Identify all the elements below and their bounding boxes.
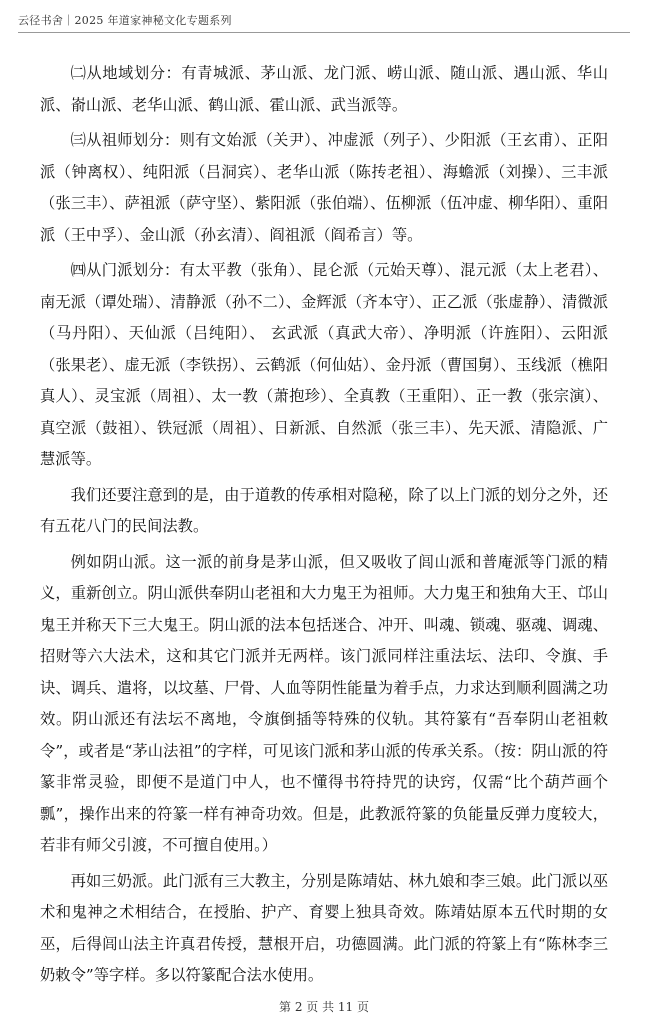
page-number: 第 2 页 共 11 页: [279, 1000, 369, 1014]
document-body: [40, 58, 608, 992]
paragraph-founder-division: ㈢从祖师划分：则有文始派（关尹）、冲虚派（列子）、少阳派（王玄甫）、正阳派（钟离权）、纯阳派（吕洞宾）、老华山派（陈抟老祖）、海蟾派（刘操）、三丰派（张三丰）、萨祖派（萨守坚）、紫阳派（张伯端）、伍柳派（伍冲虚、柳华阳）、重阳派（王中孚）、金山派（孙玄清）、阎祖派（阎希言）等。: [40, 131, 608, 244]
paragraph-sect-division: ㈣从门派划分：有太平教（张角）、昆仑派（元始天尊）、混元派（太上老君）、南无派（谭处瑞）、清静派（孙不二）、金辉派（齐本守）、正乙派（张虚静）、清微派（马丹阳）、天仙派（吕纯阳）、 玄武派（真武大帝）、净明派（许旌阳）、云阳派（张果老）、虚无派（李铁拐）、云鹤派（何仙姑）、金丹派（曹国舅）、玉线派（樵阳真人）、灵宝派（周祖）、太一教（萧抱珍）、全真教（王重阳）、正一教（张宗演）、真空派（鼓祖）、铁冠派（周祖）、日新派、自然派（张三丰）、先天派、清隐派、广慧派等。: [40, 261, 608, 468]
paragraph-yinshan-sect: 例如阴山派。这一派的前身是茅山派，但又吸收了闾山派和普庵派等门派的精义，重新创立。阴山派供奉阴山老祖和大力鬼王为祖师。大力鬼王和独角大王、邙山鬼王并称天下三大鬼王。阴山派的法本包括迷合、冲开、叫魂、锁魂、驱魂、调魂、招财等六大法术，这和其它门派并无两样。该门派同样注重法坛、法印、令旗、手诀、调兵、遣将，以坟墓、尸骨、人血等阴性能量为着手点，力求达到顺利圆满之功效。阴山派还有法坛不离地，令旗倒插等特殊的仪轨。其符篆有“吾奉阴山老祖敕令”，或者是“茅山法祖”的字样，可见该门派和茅山派的传承关系。（按：阴山派的符篆非常灵验，即便不是道门中人，也不懂得书符持咒的诀窍，仅需“比个葫芦画个瓢”，操作出来的符篆一样有神奇功效。但是，此教派符篆的负能量反弹力度较大，若非有师父引渡，不可擅自使用。）: [40, 552, 608, 854]
page-header: 云径书舍｜2025 年道家神秘文化专题系列: [18, 12, 630, 33]
paragraph-sannai-sect: 再如三奶派。此门派有三大教主，分别是陈靖姑、林九娘和李三娘。此门派以巫术和鬼神之术相结合，在授胎、护产、育婴上独具奇效。陈靖姑原本五代时期的女巫，后得闾山法主许真君传授，慧根开启，功德圆满。此门派的符篆上有“陈林李三奶敕令”等字样。多以符篆配合法水使用。: [40, 871, 608, 984]
paragraph-region-division: ㈡从地域划分：有青城派、茅山派、龙门派、崂山派、随山派、遇山派、华山派、嵛山派、老华山派、鹤山派、霍山派、武当派等。: [40, 64, 608, 114]
paragraph-folk-sects: 我们还要注意到的是，由于道教的传承相对隐秘，除了以上门派的划分之外，还有五花八门的民间法教。: [40, 485, 608, 535]
